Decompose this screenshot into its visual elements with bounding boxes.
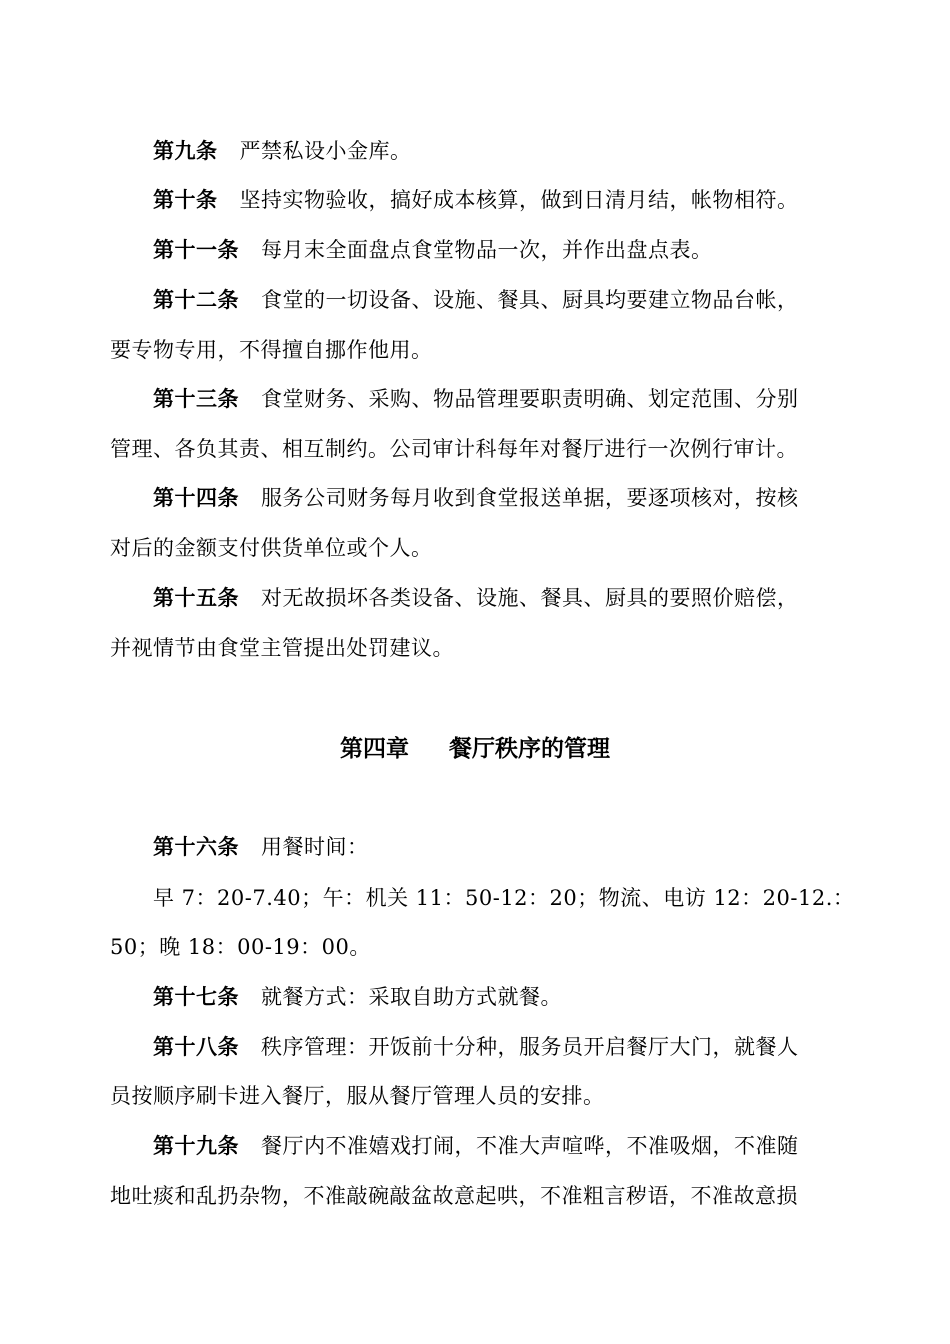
article-label: 第十一条 <box>153 238 239 262</box>
article-label: 第十四条 <box>153 486 239 510</box>
chapter-number: 第四章 <box>340 736 409 762</box>
article-13 <box>0 384 950 414</box>
article-text: 对无故损坏各类设备、设施、餐具、厨具的要照价赔偿， <box>261 586 799 610</box>
article-14 <box>0 483 950 513</box>
article-text: 餐厅内不准嬉戏打闹，不准大声喧哗，不准吸烟，不准随 <box>261 1134 799 1158</box>
article-label: 第十九条 <box>153 1134 239 1158</box>
article-label: 第十三条 <box>153 387 239 411</box>
article-11 <box>0 235 950 265</box>
article-text: 每月末全面盘点食堂物品一次，并作出盘点表。 <box>261 238 713 262</box>
article-15-continuation: 并视情节由食堂主管提出处罚建议。 <box>110 636 454 660</box>
article-text: 用餐时间： <box>261 835 369 859</box>
article-19 <box>0 1131 950 1161</box>
article-label: 第十二条 <box>153 288 239 312</box>
article-text: 食堂的一切设备、设施、餐具、厨具均要建立物品台帐， <box>261 288 799 312</box>
article-18 <box>0 1032 950 1062</box>
article-label: 第十五条 <box>153 586 239 610</box>
article-19-continuation: 地吐痰和乱扔杂物，不准敲碗敲盆故意起哄，不准粗言秽语，不准故意损 <box>110 1184 798 1208</box>
article-label: 第十七条 <box>153 985 239 1009</box>
article-15 <box>0 583 950 613</box>
article-label: 第十条 <box>153 188 218 212</box>
article-18-continuation: 员按顺序刷卡进入餐厅，服从餐厅管理人员的安排。 <box>110 1084 605 1108</box>
article-label: 第十八条 <box>153 1035 239 1059</box>
article-text: 服务公司财务每月收到食堂报送单据，要逐项核对，按核 <box>261 486 799 510</box>
meal-times-continuation: 50；晚 18：00-19：00。 <box>110 935 371 959</box>
article-9 <box>0 136 950 166</box>
article-label: 第九条 <box>153 139 218 163</box>
article-13-continuation: 管理、各负其责、相互制约。公司审计科每年对餐厅进行一次例行审计。 <box>110 437 798 461</box>
article-12 <box>0 285 950 315</box>
article-10 <box>0 185 950 215</box>
article-text: 严禁私设小金库。 <box>239 139 412 163</box>
article-text: 就餐方式：采取自助方式就餐。 <box>261 985 562 1009</box>
article-text: 坚持实物验收，搞好成本核算，做到日清月结，帐物相符。 <box>239 188 799 212</box>
article-12-continuation: 要专物专用，不得擅自挪作他用。 <box>110 338 433 362</box>
chapter-title: 餐厅秩序的管理 <box>449 736 610 762</box>
article-text: 秩序管理：开饭前十分种，服务员开启餐厅大门，就餐人 <box>261 1035 799 1059</box>
article-16 <box>0 832 950 862</box>
article-14-continuation: 对后的金额支付供货单位或个人。 <box>110 536 433 560</box>
article-label: 第十六条 <box>153 835 239 859</box>
chapter-heading <box>0 732 950 766</box>
meal-times: 早 7：20-7.40；午：机关 11：50-12：20；物流、电访 12：20-12.： <box>153 886 855 910</box>
article-17 <box>0 982 950 1012</box>
article-text: 食堂财务、采购、物品管理要职责明确、划定范围、分别 <box>261 387 799 411</box>
